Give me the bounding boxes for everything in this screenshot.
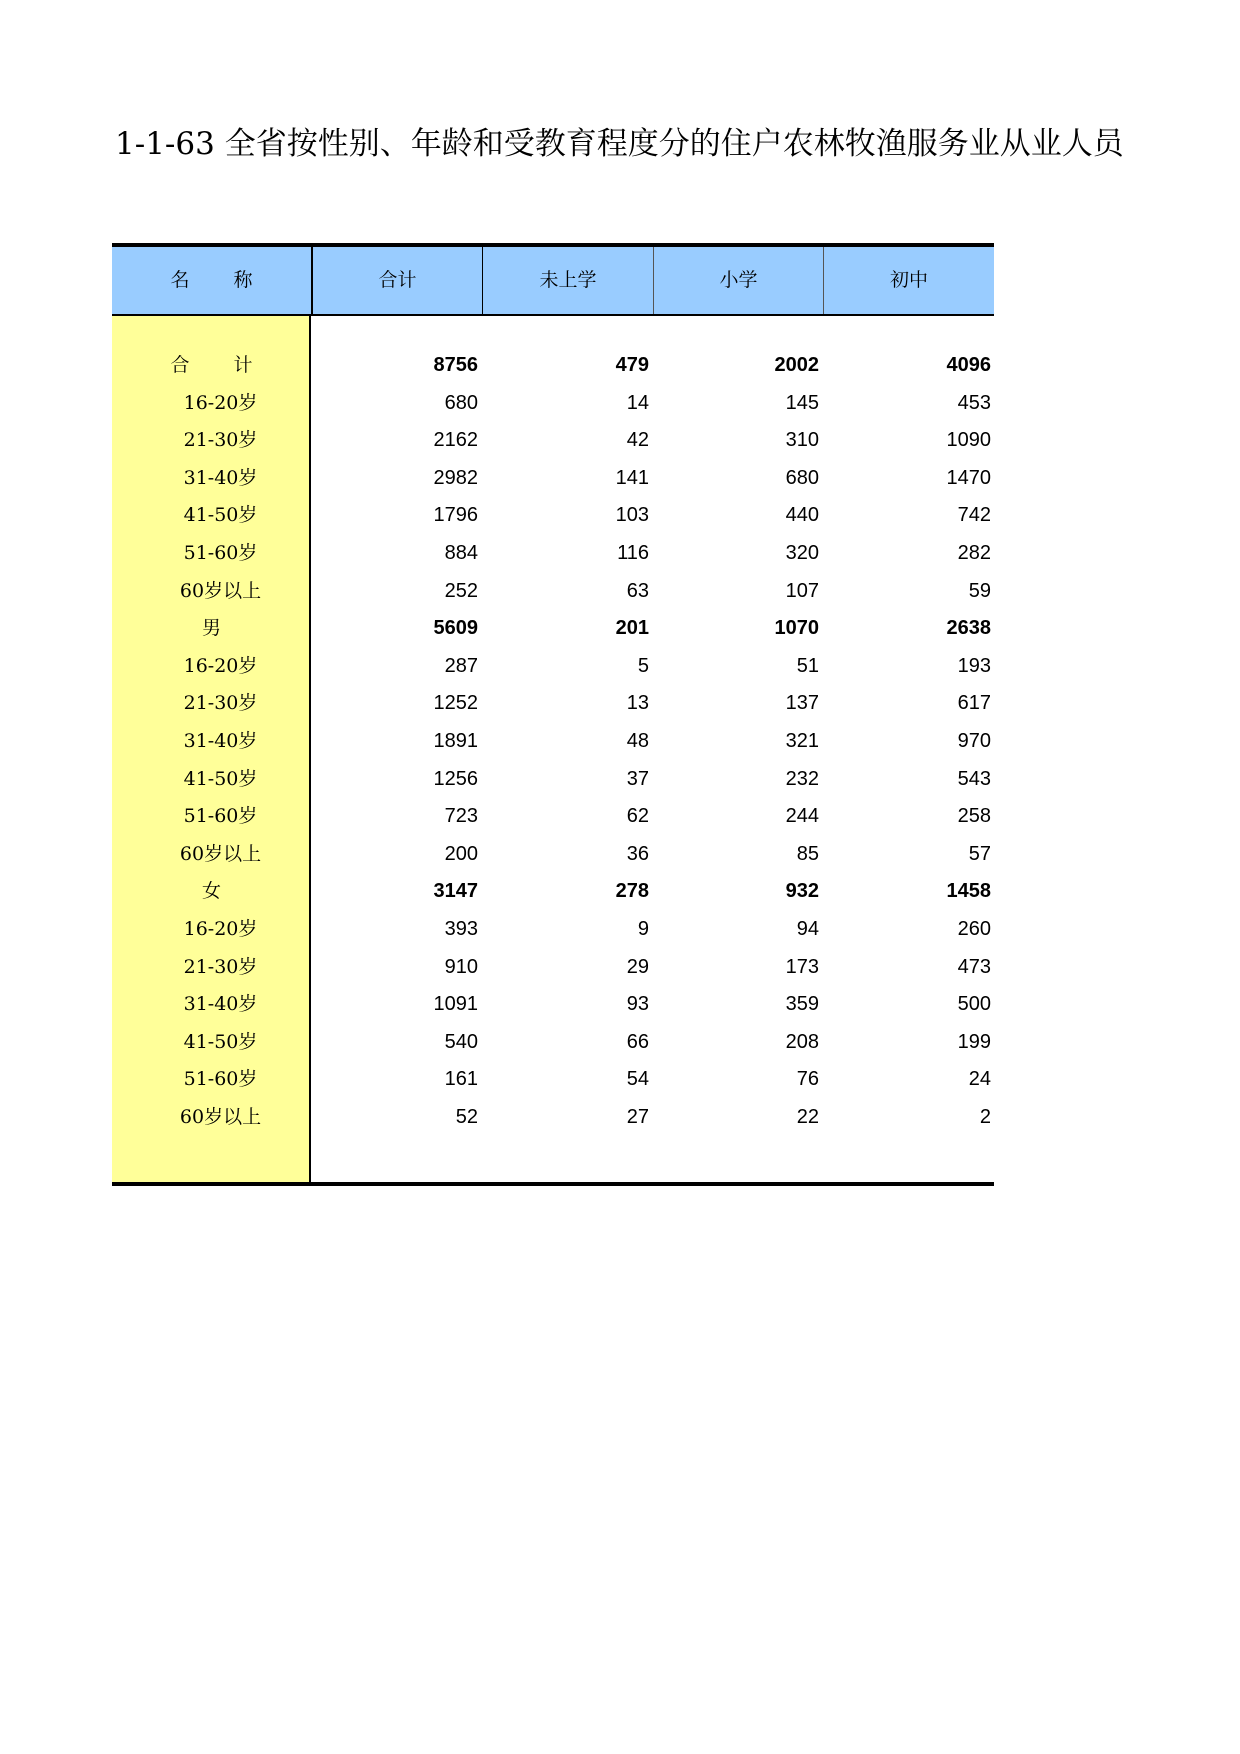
header-total: 合计 bbox=[311, 247, 482, 314]
cell-total: 52 bbox=[455, 1106, 478, 1128]
cell-junior-middle: 742 bbox=[957, 504, 991, 527]
row-label: 21-30岁 bbox=[183, 955, 258, 978]
cell-total: 1252 bbox=[433, 692, 478, 715]
cell-junior-middle: 2638 bbox=[946, 617, 991, 640]
cell-junior-middle: 473 bbox=[957, 955, 991, 978]
table-row bbox=[112, 460, 994, 498]
cell-junior-middle: 282 bbox=[957, 542, 991, 564]
cell-total: 2982 bbox=[433, 466, 478, 489]
row-label: 男 bbox=[201, 617, 221, 640]
cell-no-school: 36 bbox=[626, 842, 649, 865]
table-bottom-rule bbox=[112, 1182, 994, 1186]
table-row bbox=[112, 1024, 994, 1062]
header-primary: 小学 bbox=[653, 247, 823, 314]
cell-primary: 680 bbox=[785, 466, 819, 489]
cell-no-school: 37 bbox=[626, 767, 649, 790]
cell-junior-middle: 199 bbox=[957, 1030, 991, 1053]
header-name bbox=[112, 247, 311, 314]
cell-total: 393 bbox=[444, 918, 478, 940]
cell-total: 540 bbox=[444, 1030, 478, 1053]
cell-total: 910 bbox=[444, 955, 478, 978]
cell-junior-middle: 24 bbox=[968, 1068, 991, 1091]
cell-no-school: 13 bbox=[626, 692, 649, 715]
table-row bbox=[112, 1061, 994, 1099]
row-label: 21-30岁 bbox=[183, 429, 258, 452]
cell-junior-middle: 57 bbox=[968, 842, 991, 865]
cell-total: 884 bbox=[444, 542, 478, 564]
cell-no-school: 66 bbox=[626, 1030, 649, 1053]
cell-primary: 2002 bbox=[774, 354, 819, 376]
row-label bbox=[112, 347, 311, 385]
cell-primary: 137 bbox=[785, 692, 819, 715]
table-row bbox=[112, 911, 994, 949]
table-row bbox=[112, 685, 994, 723]
cell-junior-middle: 500 bbox=[957, 993, 991, 1016]
table-row bbox=[112, 798, 994, 836]
cell-junior-middle: 543 bbox=[957, 767, 991, 790]
cell-junior-middle: 260 bbox=[957, 918, 991, 940]
cell-total: 1091 bbox=[433, 993, 478, 1016]
cell-no-school: 29 bbox=[626, 955, 649, 978]
row-label-char-1: 合 bbox=[170, 354, 190, 376]
page-title: 1-1-63 全省按性别、年龄和受教育程度分的住户农林牧渔服务业从业人员 bbox=[115, 126, 1124, 162]
table-row bbox=[112, 949, 994, 987]
cell-junior-middle: 4096 bbox=[946, 354, 991, 376]
row-label: 16-20岁 bbox=[183, 918, 258, 940]
row-label: 60岁以上 bbox=[179, 1106, 262, 1128]
cell-primary: 85 bbox=[796, 842, 819, 865]
cell-junior-middle: 2 bbox=[979, 1106, 991, 1128]
cell-no-school: 48 bbox=[626, 730, 649, 752]
row-label: 60岁以上 bbox=[179, 842, 262, 865]
table-row bbox=[112, 535, 994, 573]
cell-no-school: 14 bbox=[626, 391, 649, 414]
cell-no-school: 103 bbox=[615, 504, 649, 527]
row-label: 51-60岁 bbox=[183, 805, 258, 828]
row-label: 31-40岁 bbox=[183, 730, 258, 752]
cell-junior-middle: 617 bbox=[957, 692, 991, 715]
cell-total: 723 bbox=[444, 805, 478, 828]
table-row bbox=[112, 648, 994, 686]
row-label: 51-60岁 bbox=[183, 542, 258, 564]
cell-primary: 321 bbox=[785, 730, 819, 752]
cell-no-school: 93 bbox=[626, 993, 649, 1016]
cell-total: 1891 bbox=[433, 730, 478, 752]
cell-total: 161 bbox=[444, 1068, 478, 1091]
row-label: 16-20岁 bbox=[183, 391, 258, 414]
table-row bbox=[112, 761, 994, 799]
cell-junior-middle: 258 bbox=[957, 805, 991, 828]
cell-total: 200 bbox=[444, 842, 478, 865]
table-row-total bbox=[112, 347, 994, 385]
table-row bbox=[112, 497, 994, 535]
cell-primary: 359 bbox=[785, 993, 819, 1016]
table-body bbox=[112, 316, 994, 1182]
cell-primary: 94 bbox=[796, 918, 819, 940]
cell-junior-middle: 1090 bbox=[946, 429, 991, 452]
cell-primary: 440 bbox=[785, 504, 819, 527]
row-label: 31-40岁 bbox=[183, 993, 258, 1016]
table-row bbox=[112, 385, 994, 423]
row-label: 41-50岁 bbox=[183, 767, 258, 790]
cell-junior-middle: 1470 bbox=[946, 466, 991, 489]
row-label: 女 bbox=[201, 880, 221, 903]
cell-total: 2162 bbox=[433, 429, 478, 452]
table-row bbox=[112, 573, 994, 611]
row-label: 41-50岁 bbox=[183, 504, 258, 527]
cell-primary: 173 bbox=[785, 955, 819, 978]
cell-total: 680 bbox=[444, 391, 478, 414]
cell-primary: 232 bbox=[785, 767, 819, 790]
table-header-row bbox=[112, 247, 994, 316]
cell-primary: 244 bbox=[785, 805, 819, 828]
cell-primary: 145 bbox=[785, 391, 819, 414]
cell-no-school: 116 bbox=[617, 542, 649, 564]
table-row bbox=[112, 723, 994, 761]
table-row-female bbox=[112, 873, 994, 911]
row-label: 21-30岁 bbox=[183, 692, 258, 715]
row-label: 31-40岁 bbox=[183, 466, 258, 489]
cell-no-school: 63 bbox=[626, 579, 649, 602]
header-name-char-2: 称 bbox=[233, 269, 253, 291]
header-no-school: 未上学 bbox=[482, 247, 653, 314]
row-label: 41-50岁 bbox=[183, 1030, 258, 1053]
cell-primary: 22 bbox=[796, 1106, 819, 1128]
row-label: 16-20岁 bbox=[183, 654, 258, 677]
cell-total: 1796 bbox=[433, 504, 478, 527]
table-row bbox=[112, 836, 994, 874]
header-name-char-1: 名 bbox=[170, 269, 190, 291]
cell-no-school: 42 bbox=[626, 429, 649, 452]
title-container bbox=[115, 122, 1124, 172]
cell-primary: 932 bbox=[785, 880, 819, 903]
cell-junior-middle: 193 bbox=[957, 654, 991, 677]
cell-total: 1256 bbox=[433, 767, 478, 790]
cell-primary: 310 bbox=[785, 429, 819, 452]
cell-no-school: 201 bbox=[615, 617, 649, 640]
cell-no-school: 5 bbox=[637, 654, 649, 677]
table-row bbox=[112, 422, 994, 460]
cell-primary: 107 bbox=[785, 579, 819, 602]
cell-no-school: 9 bbox=[637, 918, 649, 940]
table-row bbox=[112, 1099, 994, 1137]
cell-total: 3147 bbox=[433, 880, 478, 903]
cell-primary: 51 bbox=[796, 654, 819, 677]
cell-primary: 1070 bbox=[774, 617, 819, 640]
cell-total: 252 bbox=[444, 579, 478, 602]
cell-no-school: 141 bbox=[615, 466, 649, 489]
cell-no-school: 54 bbox=[626, 1068, 649, 1091]
cell-junior-middle: 59 bbox=[968, 579, 991, 602]
table-row bbox=[112, 986, 994, 1024]
header-junior-middle: 初中 bbox=[823, 247, 994, 314]
cell-junior-middle: 970 bbox=[957, 730, 991, 752]
cell-junior-middle: 1458 bbox=[946, 880, 991, 903]
cell-primary: 208 bbox=[785, 1030, 819, 1053]
cell-primary: 320 bbox=[785, 542, 819, 564]
data-table bbox=[112, 243, 994, 1186]
row-label: 51-60岁 bbox=[183, 1068, 258, 1091]
cell-no-school: 278 bbox=[615, 880, 649, 903]
cell-total: 5609 bbox=[433, 617, 478, 640]
row-label: 60岁以上 bbox=[179, 579, 262, 602]
cell-no-school: 479 bbox=[615, 354, 649, 376]
cell-total: 8756 bbox=[433, 354, 478, 376]
cell-no-school: 27 bbox=[626, 1106, 649, 1128]
cell-primary: 76 bbox=[796, 1068, 819, 1091]
cell-junior-middle: 453 bbox=[957, 391, 991, 414]
row-label-char-2: 计 bbox=[233, 354, 253, 376]
cell-total: 287 bbox=[444, 654, 478, 677]
cell-no-school: 62 bbox=[626, 805, 649, 828]
table-row-male bbox=[112, 610, 994, 648]
